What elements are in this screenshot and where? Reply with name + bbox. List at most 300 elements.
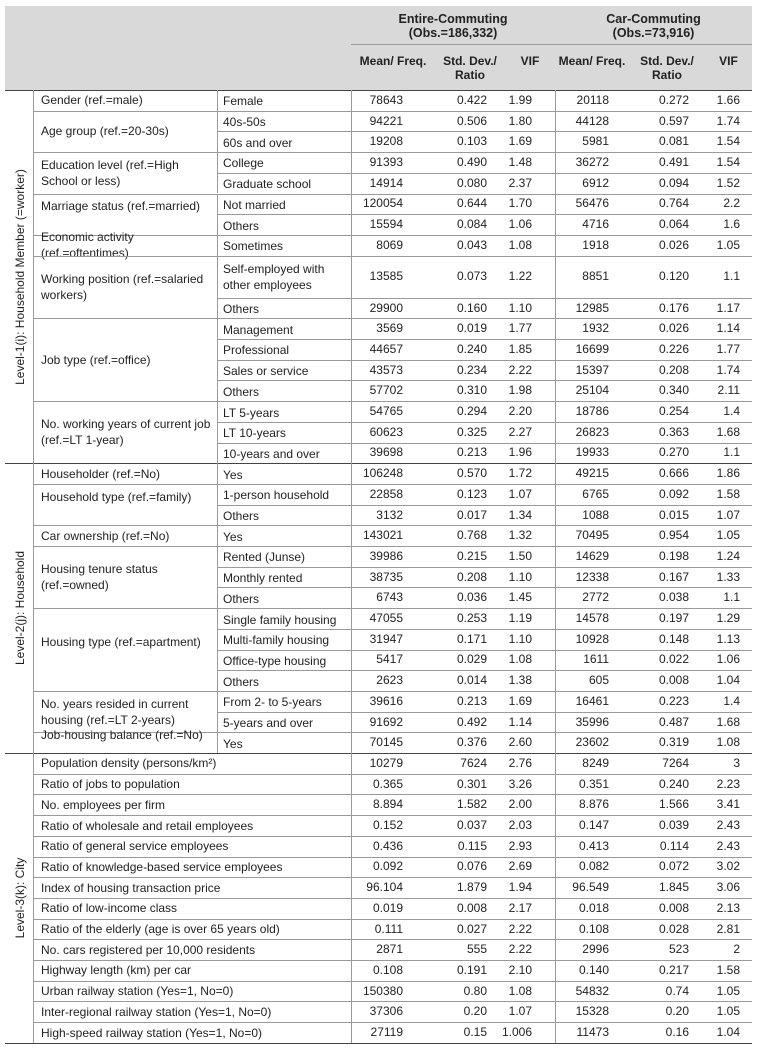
data-cell: 1918: [582, 237, 609, 252]
data-cell: 1.69: [508, 693, 532, 708]
category-label: LT 5-years: [223, 405, 280, 420]
data-cell: 2.22: [508, 942, 532, 957]
data-cell: 3.02: [716, 859, 740, 874]
column-divider: [217, 732, 218, 753]
data-cell: 5981: [582, 134, 609, 149]
data-cell: 10928: [575, 631, 609, 646]
data-cell: 1.54: [716, 154, 740, 169]
data-cell: 0.076: [456, 859, 487, 874]
data-cell: 94221: [369, 113, 403, 128]
column-divider: [217, 567, 218, 588]
column-divider: [217, 443, 218, 464]
data-cell: 2.11: [717, 383, 740, 398]
data-cell: 0.080: [456, 175, 487, 190]
data-cell: 1.1: [723, 445, 740, 460]
group-title: Car-Commuting: [606, 12, 701, 26]
data-cell: 2: [733, 942, 740, 957]
data-cell: 1.04: [716, 1025, 740, 1039]
data-cell: 0.20: [665, 1004, 689, 1019]
data-cell: 8.876: [578, 797, 609, 812]
data-cell: 8069: [376, 237, 403, 252]
data-cell: 0.666: [658, 466, 689, 481]
data-cell: 0.20: [463, 1004, 487, 1019]
data-cell: 0.217: [658, 962, 689, 977]
data-cell: 0.491: [658, 154, 689, 169]
data-cell: 1.74: [716, 362, 740, 377]
column-divider: [217, 629, 218, 650]
data-cell: 0.223: [658, 693, 689, 708]
column-divider: [217, 463, 218, 484]
data-cell: 1.72: [508, 466, 532, 481]
row-divider: [217, 380, 752, 381]
data-cell: 1.86: [716, 466, 740, 481]
data-cell: 2623: [376, 673, 403, 688]
variable-name: Ratio of wholesale and retail employees: [41, 818, 254, 833]
data-cell: 4716: [582, 217, 609, 232]
data-cell: 1.22: [508, 269, 532, 284]
column-divider: [217, 131, 218, 152]
data-cell: 0.272: [658, 92, 689, 107]
column-divider: [217, 318, 218, 339]
data-cell: 1.29: [716, 611, 740, 625]
data-cell: 27119: [370, 1025, 403, 1039]
row-divider: [33, 525, 752, 526]
row-divider: [217, 505, 752, 506]
data-cell: 14914: [369, 175, 403, 190]
column-divider: [217, 525, 218, 546]
variable-name: Housing tenure status (ref.=owned): [41, 562, 158, 593]
variable-name: Ratio of low-income class: [41, 901, 178, 916]
data-cell: 0.294: [456, 404, 487, 418]
data-cell: 0.325: [456, 424, 487, 439]
data-cell: 0.029: [456, 652, 487, 667]
column-divider: [217, 298, 218, 319]
column-divider: [217, 691, 218, 712]
row-divider: [217, 629, 752, 630]
data-cell: 0.148: [658, 631, 689, 646]
data-cell: 1.14: [508, 714, 532, 729]
data-cell: 0.492: [456, 714, 487, 729]
data-cell: 1.08: [508, 237, 532, 252]
data-cell: 3.26: [508, 776, 532, 791]
data-cell: 0.073: [456, 269, 487, 284]
data-cell: 0.768: [456, 528, 487, 543]
row-divider: [217, 422, 752, 423]
data-cell: 0.008: [658, 673, 689, 688]
data-cell: 1.54: [716, 134, 740, 149]
data-cell: 1.582: [456, 797, 487, 812]
data-cell: 1.69: [508, 134, 532, 149]
data-cell: 0.038: [658, 590, 689, 605]
row-divider: [33, 898, 752, 899]
category-label: Office-type housing: [223, 653, 327, 668]
column-divider: [217, 712, 218, 733]
data-cell: 1.85: [508, 341, 532, 356]
data-cell: 60623: [369, 424, 403, 439]
data-cell: 39698: [369, 445, 403, 460]
category-label: Self-employed with other employees: [223, 261, 325, 292]
data-cell: 1.05: [716, 983, 740, 998]
data-cell: 70495: [575, 528, 609, 543]
data-cell: 2772: [582, 590, 609, 605]
subheader-4: Std. Dev./ Ratio: [640, 54, 694, 82]
data-cell: 43573: [369, 362, 403, 377]
data-cell: 57702: [369, 383, 403, 398]
data-cell: 0.072: [658, 859, 689, 874]
data-cell: 1.1: [723, 590, 740, 605]
data-cell: 23602: [575, 735, 609, 750]
row-divider: [33, 256, 752, 257]
data-cell: 1.4: [723, 404, 740, 418]
variable-name: Householder (ref.=No): [41, 466, 161, 481]
data-cell: 0.092: [658, 486, 689, 501]
group-obs: (Obs.=73,916): [612, 26, 695, 40]
data-cell: 0.226: [658, 341, 689, 356]
data-cell: 0.120: [658, 269, 689, 284]
data-cell: 0.213: [456, 693, 487, 708]
subheader-0: Mean/ Freq.: [359, 54, 427, 68]
category-label: Yes: [223, 529, 243, 544]
data-cell: 0.597: [658, 113, 689, 128]
row-divider: [33, 877, 752, 878]
data-cell: 0.74: [665, 983, 689, 998]
data-cell: 7624: [460, 755, 487, 770]
column-divider: [217, 152, 218, 173]
data-cell: 1.33: [716, 569, 740, 584]
data-cell: 0.422: [456, 92, 487, 107]
data-cell: 10279: [369, 755, 403, 770]
category-label: Rented (Junse): [223, 550, 306, 565]
data-cell: 1.98: [508, 383, 532, 398]
data-cell: 78643: [369, 92, 403, 107]
row-divider: [33, 111, 752, 112]
group-obs: (Obs.=186,332): [408, 26, 498, 40]
data-cell: 2.00: [508, 797, 532, 812]
row-divider: [33, 981, 752, 982]
data-cell: 25104: [575, 383, 609, 398]
data-cell: 15397: [575, 362, 609, 377]
data-cell: 0.16: [665, 1025, 689, 1039]
data-cell: 0.152: [372, 818, 403, 832]
variable-name: Education level (ref.=High School or less): [41, 157, 179, 188]
data-cell: 0.017: [456, 507, 487, 522]
data-cell: 0.208: [658, 362, 689, 377]
data-cell: 56476: [575, 196, 609, 211]
variable-name: Marriage status (ref.=married): [41, 199, 201, 214]
data-cell: 1.04: [716, 673, 740, 688]
data-cell: 15594: [369, 217, 403, 232]
row-divider: [33, 608, 752, 609]
data-cell: 0.014: [456, 673, 487, 688]
variable-name: Job-housing balance (ref.=No): [41, 727, 203, 742]
data-cell: 3.41: [716, 797, 740, 812]
category-label: Sometimes: [223, 239, 284, 254]
data-cell: 31947: [369, 631, 403, 646]
data-cell: 2.20: [508, 404, 532, 418]
data-cell: 1.77: [508, 321, 532, 336]
data-cell: 0.301: [456, 776, 487, 791]
data-cell: 19208: [369, 134, 403, 149]
variable-name: No. years resided in current housing (ref.=LT 2-years): [41, 696, 189, 727]
column-divider: [217, 608, 218, 629]
category-label: Graduate school: [223, 177, 312, 192]
data-cell: 1.4: [723, 693, 740, 708]
data-cell: 18786: [575, 404, 609, 418]
data-cell: 3132: [376, 507, 403, 522]
data-cell: 0.253: [456, 611, 487, 625]
data-cell: 0.176: [658, 300, 689, 315]
data-cell: 0.167: [658, 569, 689, 584]
data-cell: 6912: [582, 175, 609, 190]
data-cell: 0.114: [659, 838, 689, 853]
data-cell: 0.213: [456, 445, 487, 460]
data-cell: 0.215: [456, 548, 487, 563]
data-cell: 1.96: [508, 445, 532, 460]
category-label: 5-years and over: [223, 716, 314, 730]
data-cell: 1.68: [716, 424, 740, 439]
data-cell: 1.006: [501, 1025, 532, 1039]
category-label: Others: [223, 384, 260, 399]
data-cell: 0.954: [658, 528, 689, 543]
data-cell: 38735: [369, 569, 403, 584]
data-cell: 0.037: [456, 818, 487, 832]
row-divider: [33, 194, 752, 195]
row-divider: [33, 152, 752, 153]
variable-name: Housing type (ref.=apartment): [41, 634, 201, 649]
row-divider: [217, 670, 752, 671]
data-cell: 0.140: [578, 962, 609, 977]
row-divider: [33, 546, 752, 547]
data-cell: 54765: [369, 404, 403, 418]
row-divider: [5, 90, 752, 91]
subheader-2: VIF: [520, 54, 540, 68]
data-cell: 1.99: [508, 92, 532, 107]
data-cell: 0.80: [463, 983, 487, 998]
row-divider: [33, 919, 752, 920]
data-cell: 2.2: [723, 196, 740, 211]
column-divider: [217, 587, 218, 608]
data-cell: 36272: [575, 154, 609, 169]
data-cell: 8.894: [372, 797, 403, 812]
data-cell: 0.570: [456, 466, 487, 481]
data-cell: 54832: [575, 983, 609, 998]
data-cell: 19933: [575, 445, 609, 460]
data-cell: 2.76: [508, 755, 532, 770]
variable-name: Working position (ref.=salaried workers): [41, 271, 204, 302]
level-label-2: Level-2(j): Household: [13, 551, 27, 666]
data-cell: 2.22: [508, 362, 532, 377]
data-cell: 3569: [376, 321, 403, 336]
data-cell: 12338: [575, 569, 609, 584]
category-label: Others: [223, 509, 260, 523]
data-cell: 0.008: [456, 900, 487, 915]
data-cell: 14578: [575, 611, 609, 625]
variable-name: Inter-regional railway station (Yes=1, No=0): [41, 1004, 272, 1019]
data-cell: 0.081: [658, 134, 689, 149]
row-divider: [217, 131, 752, 132]
data-cell: 1.08: [508, 652, 532, 667]
data-cell: 1.17: [716, 300, 740, 315]
column-divider: [217, 90, 218, 111]
data-cell: 0.376: [456, 735, 487, 750]
variable-name: No. employees per firm: [41, 797, 166, 812]
data-cell: 49215: [575, 466, 609, 481]
data-cell: 0.026: [658, 321, 689, 336]
data-cell: 0.270: [658, 445, 689, 460]
data-cell: 1.24: [716, 548, 740, 563]
data-cell: 91692: [369, 714, 403, 729]
category-label: 40s-50s: [223, 115, 266, 130]
data-cell: 0.160: [456, 300, 487, 315]
variable-name: Highway length (km) per car: [41, 963, 192, 978]
data-cell: 1.50: [508, 548, 532, 563]
data-cell: 0.208: [456, 569, 487, 584]
data-cell: 20118: [576, 92, 609, 107]
data-cell: 96.549: [572, 880, 609, 895]
data-cell: 22858: [369, 486, 403, 501]
data-cell: 5417: [376, 652, 403, 667]
category-label: Others: [223, 302, 260, 316]
data-cell: 0.111: [374, 921, 403, 936]
row-divider: [33, 939, 752, 940]
data-cell: 1.68: [716, 714, 740, 729]
row-divider: [217, 298, 752, 299]
data-cell: 2.03: [508, 818, 532, 832]
variable-name: Ratio of the elderly (age is over 65 years old): [41, 922, 280, 936]
data-cell: 1.566: [658, 797, 689, 812]
data-cell: 0.506: [456, 113, 487, 128]
data-cell: 2871: [376, 942, 403, 957]
row-divider: [217, 712, 752, 713]
level-label-1: Level-1(i): Household Member (=worker): [13, 168, 27, 385]
data-cell: 0.064: [658, 217, 689, 232]
data-cell: 0.108: [578, 921, 609, 936]
data-cell: 0.351: [578, 776, 609, 791]
data-cell: 1.6: [723, 217, 740, 232]
data-cell: 1.58: [716, 962, 740, 977]
row-divider: [5, 753, 752, 754]
data-cell: 0.490: [456, 154, 487, 169]
data-cell: 2.17: [508, 900, 532, 915]
variable-name: No. working years of current job (ref.=LT 1-year): [41, 417, 211, 448]
category-label: Not married: [223, 197, 286, 212]
category-label: Monthly rented: [223, 571, 303, 586]
group-title: Entire-Commuting: [398, 12, 508, 26]
row-divider: [217, 587, 752, 588]
variable-name: Gender (ref.=male): [41, 93, 143, 108]
data-cell: 1.94: [508, 880, 532, 895]
column-divider: [217, 360, 218, 381]
data-cell: 35996: [575, 714, 609, 729]
row-divider: [217, 443, 752, 444]
category-label: Single family housing: [223, 612, 337, 627]
row-divider: [33, 318, 752, 319]
column-divider: [217, 173, 218, 194]
data-cell: 0.240: [456, 341, 487, 356]
data-cell: 39986: [369, 548, 403, 563]
row-divider: [217, 339, 752, 340]
data-cell: 47055: [369, 611, 403, 625]
data-cell: 1.08: [508, 983, 532, 998]
row-divider: [33, 1022, 752, 1023]
data-cell: 0.019: [456, 321, 487, 336]
variable-name: High-speed railway station (Yes=1, No=0): [41, 1025, 263, 1040]
data-cell: 11473: [576, 1025, 609, 1039]
data-cell: 1.10: [508, 631, 532, 646]
row-divider: [33, 815, 752, 816]
data-cell: 1.07: [508, 1004, 532, 1019]
data-cell: 0.310: [456, 383, 487, 398]
data-cell: 106248: [362, 466, 403, 481]
variable-name: Economic activity (ref.=oftentimes): [41, 230, 134, 261]
data-cell: 0.147: [578, 818, 609, 832]
data-cell: 0.082: [578, 859, 609, 874]
category-label: From 2- to 5-years: [223, 695, 322, 710]
data-cell: 1.38: [508, 673, 532, 688]
category-label: 10-years and over: [223, 446, 320, 461]
data-cell: 0.191: [456, 962, 487, 977]
data-cell: 1.19: [508, 611, 532, 625]
category-label: 1-person household: [223, 488, 330, 503]
data-cell: 1.10: [508, 569, 532, 584]
data-cell: 1.06: [508, 217, 532, 232]
variable-name: Ratio of jobs to population: [41, 777, 180, 792]
data-cell: 1.34: [508, 507, 532, 522]
data-cell: 1.879: [456, 880, 487, 895]
data-cell: 0.043: [456, 237, 487, 252]
data-cell: 0.198: [658, 548, 689, 563]
category-label: Professional: [223, 343, 290, 358]
category-label: College: [223, 156, 264, 171]
data-cell: 26823: [575, 424, 609, 439]
variable-name: Population density (persons/km²): [41, 756, 217, 771]
data-cell: 12985: [575, 300, 609, 315]
data-cell: 1932: [582, 321, 609, 336]
data-cell: 29900: [369, 300, 403, 315]
variable-name: Index of housing transaction price: [41, 880, 221, 895]
column-divider: [217, 505, 218, 526]
category-label: Multi-family housing: [223, 633, 330, 648]
data-cell: 0.171: [456, 631, 487, 646]
column-divider: [217, 235, 218, 256]
column-divider: [217, 484, 218, 505]
data-cell: 1.08: [716, 735, 740, 750]
column-divider: [217, 256, 218, 298]
row-divider: [33, 836, 752, 837]
category-label: Others: [223, 591, 260, 606]
category-label: Female: [223, 94, 264, 109]
data-cell: 1.13: [716, 631, 740, 646]
data-cell: 150380: [362, 983, 403, 998]
data-cell: 2996: [582, 942, 609, 957]
data-cell: 1.70: [508, 196, 532, 211]
category-label: Management: [223, 322, 294, 337]
variable-name: No. cars registered per 10,000 residents: [41, 942, 256, 957]
data-cell: 8851: [582, 269, 609, 284]
row-divider: [33, 794, 752, 795]
data-cell: 1.45: [508, 590, 532, 605]
subheader-3: Mean/ Freq.: [558, 54, 626, 68]
data-cell: 0.036: [456, 590, 487, 605]
variable-name: Ratio of general service employees: [41, 839, 229, 854]
data-cell: 16461: [575, 693, 609, 708]
category-label: Others: [223, 218, 260, 233]
data-cell: 2.10: [508, 962, 532, 977]
data-cell: 2.43: [716, 838, 740, 853]
data-cell: 1.05: [716, 1004, 740, 1019]
subheader-5: VIF: [719, 54, 738, 68]
data-cell: 2.22: [508, 921, 532, 936]
